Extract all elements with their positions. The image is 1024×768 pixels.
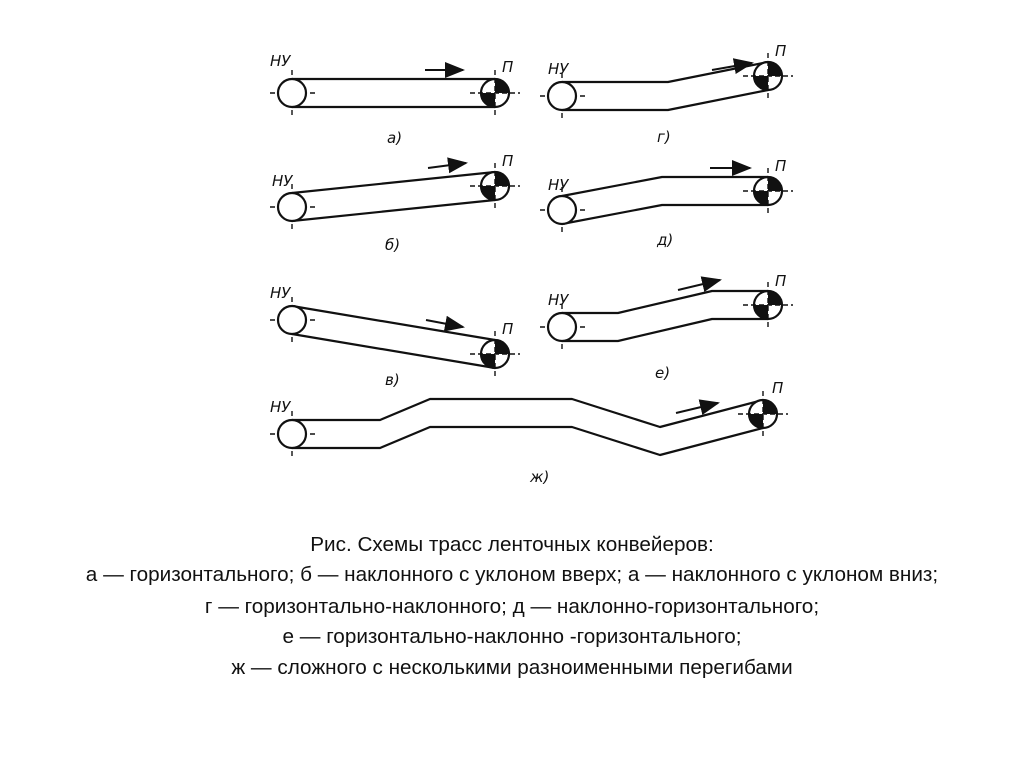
label-nu-b: НУ bbox=[272, 172, 293, 190]
direction-arrow-e bbox=[678, 280, 720, 290]
figure-caption-line-4: ж — сложного с несколькими разноименными перегибами bbox=[231, 656, 793, 679]
label-p-a: П bbox=[502, 58, 514, 76]
scheme-label-b: б) bbox=[385, 236, 401, 254]
tension-pulley-e bbox=[548, 313, 576, 341]
label-p-e: П bbox=[775, 272, 787, 290]
label-p-d: П bbox=[775, 157, 787, 175]
scheme-label-d: д) bbox=[657, 231, 674, 249]
tension-pulley-a bbox=[278, 79, 306, 107]
tension-pulley-b bbox=[278, 193, 306, 221]
belt-v bbox=[292, 306, 495, 368]
belt-g bbox=[562, 62, 768, 110]
label-nu-a: НУ bbox=[270, 52, 291, 70]
label-p-zh: П bbox=[772, 379, 784, 397]
scheme-label-e: е) bbox=[655, 364, 671, 382]
tension-pulley-d bbox=[548, 196, 576, 224]
belt-b bbox=[292, 172, 495, 221]
scheme-label-g: г) bbox=[657, 128, 671, 146]
scheme-a bbox=[270, 52, 520, 147]
scheme-d bbox=[540, 157, 793, 249]
tension-pulley-g bbox=[548, 82, 576, 110]
direction-arrow-zh bbox=[676, 403, 718, 413]
scheme-v bbox=[270, 284, 520, 389]
label-p-v: П bbox=[502, 320, 514, 338]
belt-d bbox=[562, 177, 768, 224]
label-nu-d: НУ bbox=[548, 176, 569, 194]
scheme-label-zh: ж) bbox=[530, 468, 550, 486]
label-nu-v: НУ bbox=[270, 284, 291, 302]
scheme-label-v: в) bbox=[385, 371, 400, 389]
scheme-g bbox=[540, 42, 793, 146]
figure-caption-title: Рис. Схемы трасс ленточных конвейеров: bbox=[310, 533, 714, 556]
figure-caption-line-2: г — горизонтально-наклонного; д — наклонно-горизонтального; bbox=[204, 595, 820, 618]
direction-arrow-v bbox=[426, 320, 463, 327]
label-p-g: П bbox=[775, 42, 787, 60]
label-nu-e: НУ bbox=[548, 291, 569, 309]
scheme-label-a: а) bbox=[387, 129, 403, 147]
label-nu-zh: НУ bbox=[270, 398, 291, 416]
belt-e bbox=[562, 291, 768, 341]
belt-a bbox=[292, 79, 495, 107]
scheme-e bbox=[540, 272, 793, 382]
direction-arrow-b bbox=[428, 163, 466, 168]
scheme-b bbox=[270, 152, 520, 254]
label-p-b: П bbox=[502, 152, 514, 170]
figure-caption-line-3: е — горизонтально-наклонно -горизонтального; bbox=[282, 625, 742, 648]
label-nu-g: НУ bbox=[548, 60, 569, 78]
tension-pulley-zh bbox=[278, 420, 306, 448]
scheme-zh bbox=[270, 379, 788, 486]
figure-caption-line-1: а — горизонтального; б — наклонного с уклоном вверх; а — наклонного с уклоном вниз; bbox=[85, 563, 939, 586]
tension-pulley-v bbox=[278, 306, 306, 334]
belt-zh bbox=[292, 399, 763, 455]
